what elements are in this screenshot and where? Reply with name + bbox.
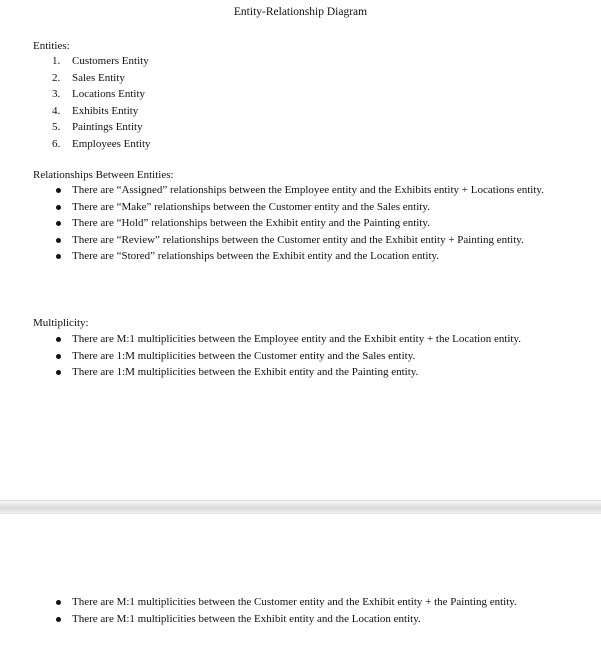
relationships-list bbox=[33, 182, 563, 265]
bullet-dot-icon bbox=[56, 617, 61, 622]
entities-list bbox=[33, 53, 151, 152]
document-page-2 bbox=[0, 514, 601, 649]
list-item bbox=[33, 182, 563, 199]
page-break-divider bbox=[0, 500, 601, 514]
relationships-heading: Relationships Between Entities: bbox=[33, 169, 174, 181]
list-item bbox=[33, 348, 563, 365]
list-item bbox=[33, 136, 151, 153]
list-item-label: Employees Entity bbox=[72, 137, 151, 150]
list-item-text: There are M:1 multiplicities between the Exhibit entity and the Location entity. bbox=[72, 612, 421, 625]
list-number: 6. bbox=[52, 137, 61, 150]
bullet-dot-icon bbox=[56, 221, 61, 226]
list-item-text: There are M:1 multiplicities between the Employee entity and the Exhibit entity + the Location entity. bbox=[72, 333, 522, 345]
list-item-text: There are 1:M multiplicities between the Customer entity and the Sales entity. bbox=[72, 349, 416, 362]
bullet-dot-icon bbox=[56, 354, 61, 359]
list-item bbox=[33, 232, 563, 249]
list-item bbox=[33, 215, 563, 232]
list-item bbox=[33, 119, 151, 136]
list-number: 2. bbox=[52, 71, 61, 84]
list-item bbox=[33, 331, 563, 348]
list-item-label: Customers Entity bbox=[72, 55, 149, 67]
list-number: 5. bbox=[52, 121, 61, 133]
list-item bbox=[33, 70, 151, 87]
bullet-dot-icon bbox=[56, 600, 61, 605]
list-number: 3. bbox=[52, 88, 61, 100]
bullet-dot-icon bbox=[56, 254, 61, 259]
list-item-text: There are “Hold” relationships between the Exhibit entity and the Painting entity. bbox=[72, 217, 430, 229]
list-item bbox=[33, 199, 563, 216]
multiplicity-heading: Multiplicity: bbox=[33, 317, 89, 329]
list-item-label: Exhibits Entity bbox=[72, 104, 139, 117]
list-item bbox=[33, 103, 151, 120]
multiplicity-list bbox=[33, 331, 563, 381]
page-title: Entity-Relationship Diagram bbox=[233, 6, 368, 18]
list-item-label: Paintings Entity bbox=[72, 121, 143, 133]
list-number: 4. bbox=[52, 104, 61, 117]
list-item-text: There are “Review” relationships between the Customer entity and the Exhibit entity + Painting entity. bbox=[72, 233, 524, 246]
entities-heading: Entities: bbox=[33, 40, 70, 52]
bullet-dot-icon bbox=[56, 205, 61, 210]
list-item bbox=[33, 248, 563, 265]
list-item bbox=[33, 611, 563, 628]
list-item-text: There are 1:M multiplicities between the Exhibit entity and the Painting entity. bbox=[72, 366, 419, 378]
list-item-text: There are “Make” relationships between the Customer entity and the Sales entity. bbox=[72, 200, 430, 213]
list-item bbox=[33, 53, 151, 70]
bullet-dot-icon bbox=[56, 238, 61, 243]
list-item-label: Sales Entity bbox=[72, 71, 125, 84]
continuation-list bbox=[33, 594, 563, 627]
list-item-text: There are “Stored” relationships between the Exhibit entity and the Location entity. bbox=[72, 250, 440, 262]
bullet-dot-icon bbox=[56, 337, 61, 342]
list-item-text: There are “Assigned” relationships between the Employee entity and the Exhibits entity + Locations entity. bbox=[72, 184, 544, 196]
list-item-text: There are M:1 multiplicities between the Customer entity and the Exhibit entity + the Painting entity. bbox=[72, 596, 517, 608]
list-item bbox=[33, 364, 563, 381]
bullet-dot-icon bbox=[56, 188, 61, 193]
list-item bbox=[33, 86, 151, 103]
list-item bbox=[33, 594, 563, 611]
bullet-dot-icon bbox=[56, 370, 61, 375]
list-number: 1. bbox=[52, 55, 61, 67]
list-item-label: Locations Entity bbox=[72, 88, 146, 100]
